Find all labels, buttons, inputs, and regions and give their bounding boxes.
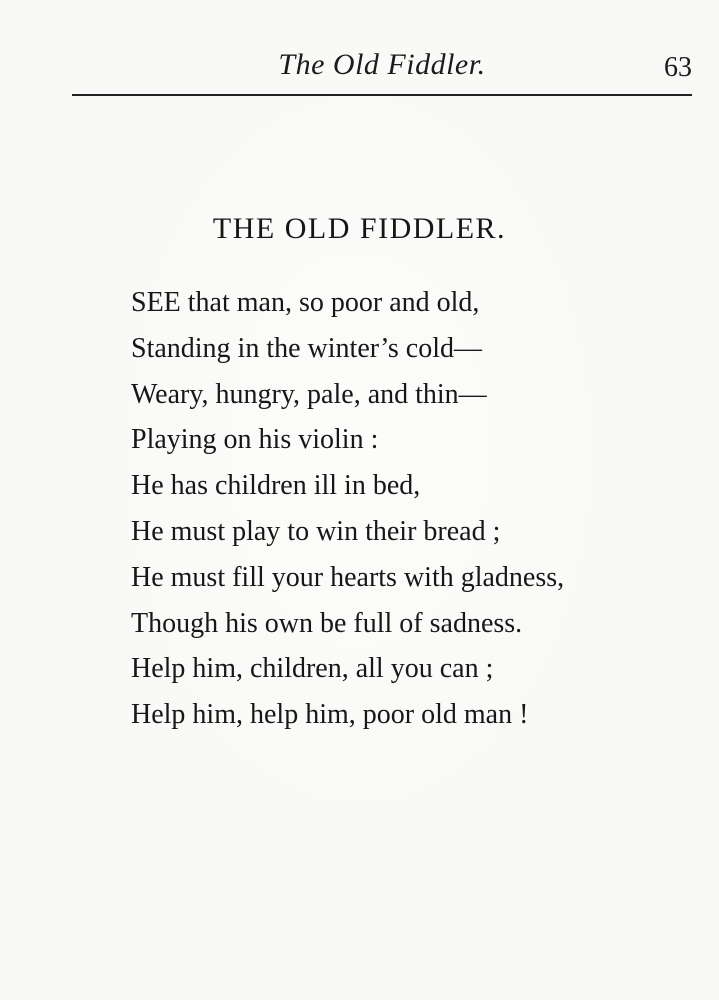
poem-line-7: He must fill your hearts with gladness, (131, 561, 565, 593)
poem-line-1: SEE that man, so poor and old, (131, 287, 480, 318)
poem-line-2: Standing in the winter’s cold— (131, 332, 482, 364)
header-rule (72, 94, 692, 96)
poem-line-3: Weary, hungry, pale, and thin— (131, 378, 487, 410)
running-title: The Old Fiddler. (278, 48, 486, 81)
poem-line-5: He has children ill in bed, (131, 470, 421, 502)
page-number: 63 (664, 52, 692, 83)
poem-line-9: Help him, children, all you can ; (131, 653, 494, 685)
poem-body (131, 280, 564, 738)
poem-line-4: Playing on his violin : (131, 424, 379, 456)
poem-line-8: Though his own be full of sadness. (131, 607, 523, 639)
poem-title: THE OLD FIDDLER. (212, 212, 507, 245)
poem-line-6: He must play to win their bread ; (131, 515, 501, 547)
poem-line-10: Help him, help him, poor old man ! (131, 699, 529, 731)
running-head (72, 44, 692, 94)
